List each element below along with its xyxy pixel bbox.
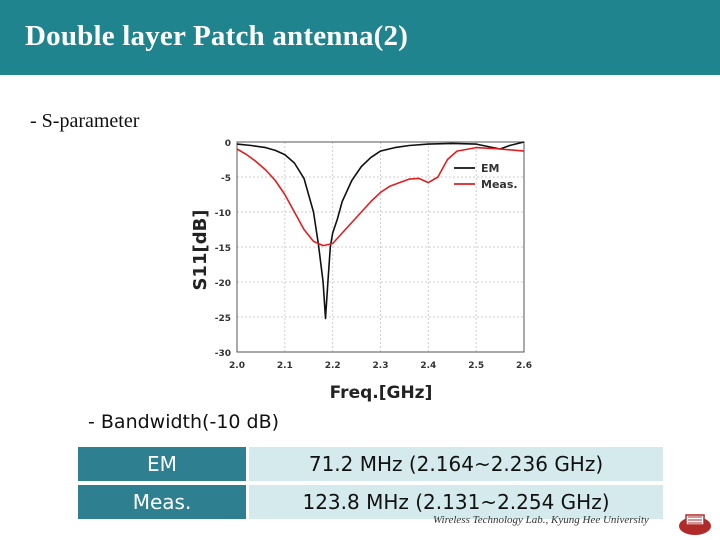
legend-label-meas: Meas. <box>481 178 518 191</box>
bandwidth-table <box>78 443 663 523</box>
row-label-meas: Meas. <box>78 485 246 519</box>
table-row <box>78 447 663 481</box>
y-tick-label: -10 <box>214 209 231 219</box>
section-label: - S-parameter <box>30 110 140 132</box>
x-tick-label: 2.1 <box>276 361 293 371</box>
page-title: Double layer Patch antenna(2) <box>25 20 409 52</box>
row-value-em: 71.2 MHz (2.164~2.236 GHz) <box>249 447 663 481</box>
x-tick-label: 2.4 <box>420 361 437 371</box>
university-seal-icon <box>677 509 713 537</box>
row-label-em: EM <box>78 447 246 481</box>
x-tick-label: 2.5 <box>468 361 485 371</box>
x-tick-label: 2.3 <box>372 361 389 371</box>
y-tick-label: 0 <box>224 139 231 149</box>
x-axis-label: Freq.[GHz] <box>329 383 433 403</box>
y-tick-label: -25 <box>214 314 231 324</box>
x-tick-label: 2.0 <box>229 361 245 371</box>
y-tick-label: -5 <box>221 174 231 184</box>
x-tick-label: 2.2 <box>324 361 341 371</box>
row-value-meas: 123.8 MHz (2.131~2.254 GHz) <box>249 485 663 519</box>
x-tick-labels <box>229 361 532 371</box>
legend-label-em: EM <box>481 162 500 175</box>
y-tick-labels <box>215 139 231 359</box>
x-tick-label: 2.6 <box>516 361 532 371</box>
y-tick-label: -20 <box>214 279 231 289</box>
y-axis-label: S11[dB] <box>190 209 211 291</box>
title-bar <box>0 0 720 75</box>
y-tick-label: -30 <box>214 349 231 359</box>
footer-credit: Wireless Technology Lab., Kyung Hee University <box>433 514 649 526</box>
bandwidth-heading: - Bandwidth(-10 dB) <box>88 411 280 433</box>
s11-chart <box>178 128 540 406</box>
y-tick-label: -15 <box>214 244 231 254</box>
